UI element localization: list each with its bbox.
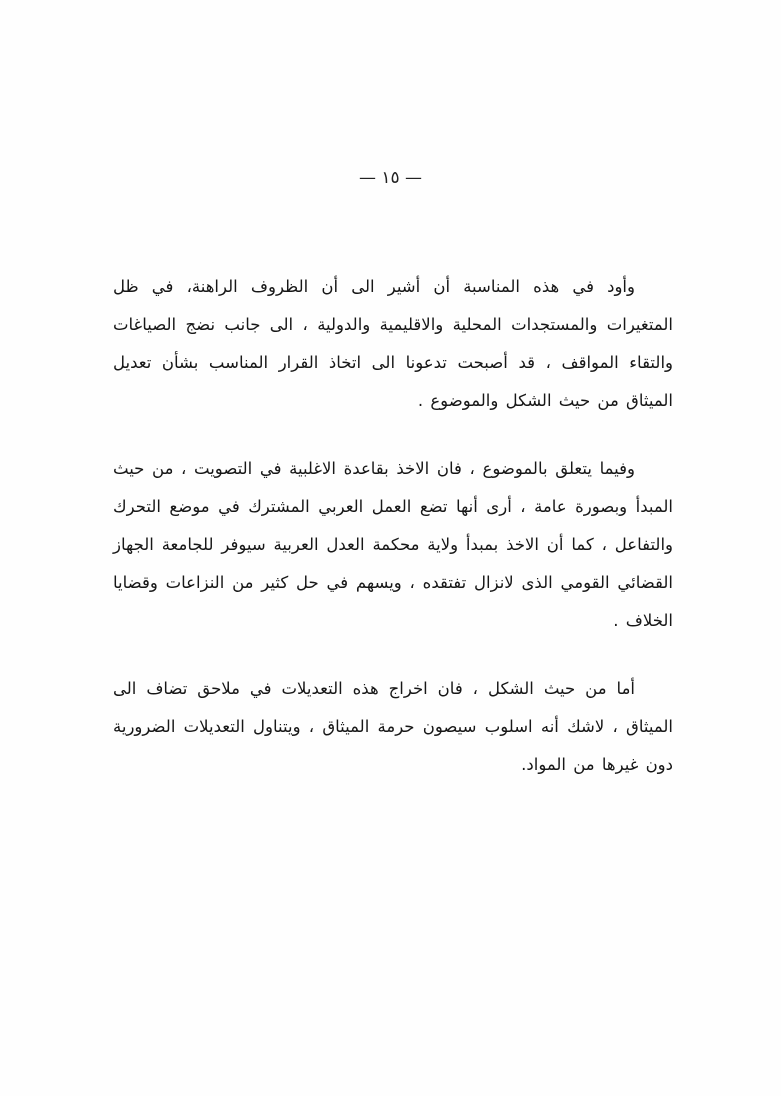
paragraph — [113, 450, 673, 640]
page-number: — ١٥ — — [358, 168, 423, 188]
paragraph-text: وفيما يتعلق بالموضوع ، فان الاخذ بقاعدة الاغلبية في التصويت ، من حيث المبدأ وبصورة عامة ، أرى أنها تضع العمل العربي المشترك في موضع التحرك والتفاعل ، كما أن الاخذ بمبدأ ولاية محكمة العدل العربية سيوفر للجامعة الجهاز القضائي القومي الذى لانزال تفتقده ، ويسهم في حل كثير من النزاعات وقضايا الخلاف . — [113, 459, 673, 630]
paragraph — [113, 268, 673, 420]
paragraph — [113, 670, 673, 784]
paragraph-text: وأود في هذه المناسبة أن أشير الى أن الظروف الراهنة، في ظل المتغيرات والمستجدات المحلية والاقليمية والدولية ، الى جانب نضج الصياغات والتقاء المواقف ، قد أصبحت تدعونا الى اتخاذ القرار المناسب بشأن تعديل الميثاق من حيث الشكل والموضوع . — [113, 277, 673, 410]
document-body — [113, 268, 673, 784]
paragraph-text: أما من حيث الشكل ، فان اخراج هذه التعديلات في ملاحق تضاف الى الميثاق ، لاشك أنه اسلوب سيصون حرمة الميثاق ، ويتناول التعديلات الضرورية دون غيرها من المواد. — [113, 679, 673, 774]
